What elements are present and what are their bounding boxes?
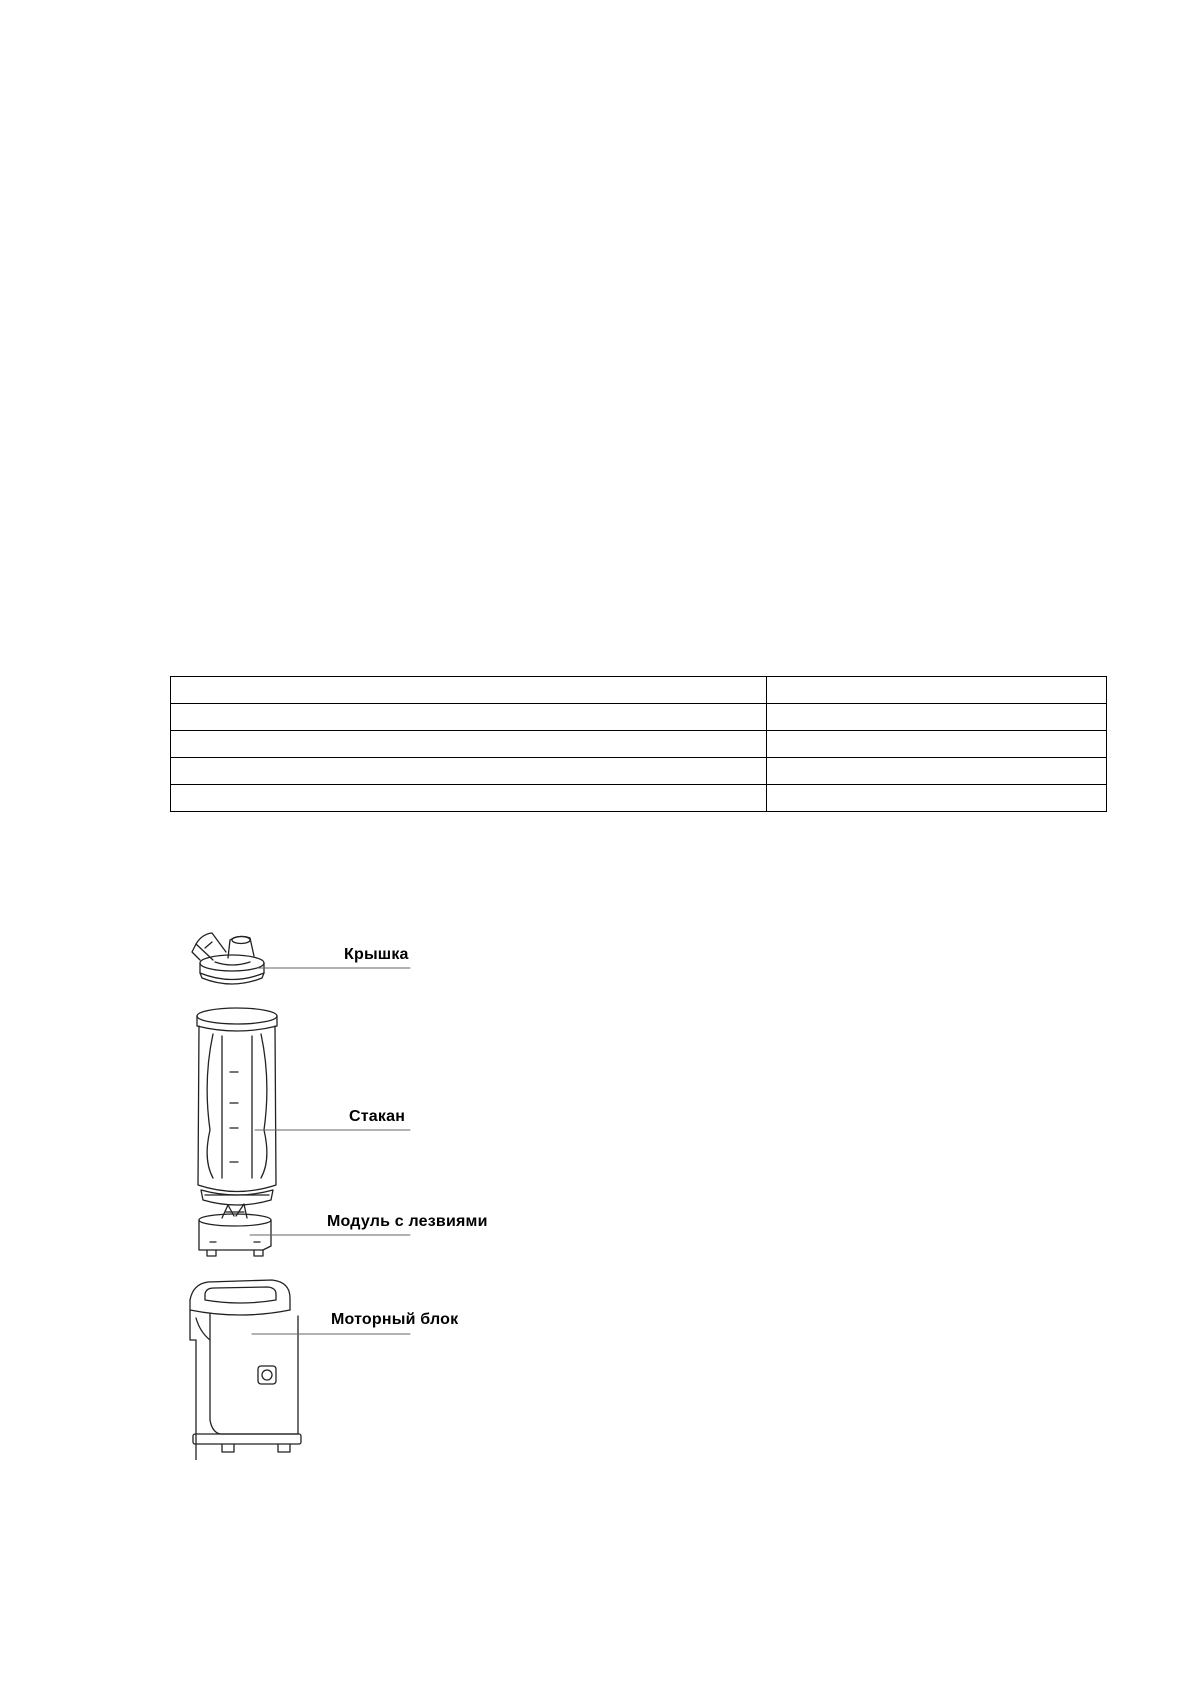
table-row xyxy=(171,677,1107,704)
table-cell xyxy=(171,677,767,704)
table-row xyxy=(171,785,1107,812)
blade-module-label: Модуль с лезвиями xyxy=(327,1213,488,1230)
table-cell xyxy=(171,731,767,758)
motor-base-label: Моторный блок xyxy=(331,1311,459,1328)
blade-module-illustration xyxy=(199,1204,271,1256)
table-row xyxy=(171,731,1107,758)
table-cell xyxy=(171,704,767,731)
table-cell xyxy=(767,704,1107,731)
table-row xyxy=(171,704,1107,731)
motor-base-illustration xyxy=(190,1280,301,1460)
lid-label: Крышка xyxy=(344,946,409,963)
leader-lines xyxy=(250,968,410,1334)
cup-label: Стакан xyxy=(349,1108,406,1125)
table-cell xyxy=(767,785,1107,812)
spec-table xyxy=(170,676,1107,812)
table-cell xyxy=(767,758,1107,785)
lid-illustration xyxy=(192,933,264,984)
cup-illustration xyxy=(197,1008,277,1205)
table-cell xyxy=(171,785,767,812)
table-cell xyxy=(171,758,767,785)
table-row xyxy=(171,758,1107,785)
blender-parts-diagram xyxy=(0,900,1190,1460)
table-cell xyxy=(767,677,1107,704)
table-cell xyxy=(767,731,1107,758)
